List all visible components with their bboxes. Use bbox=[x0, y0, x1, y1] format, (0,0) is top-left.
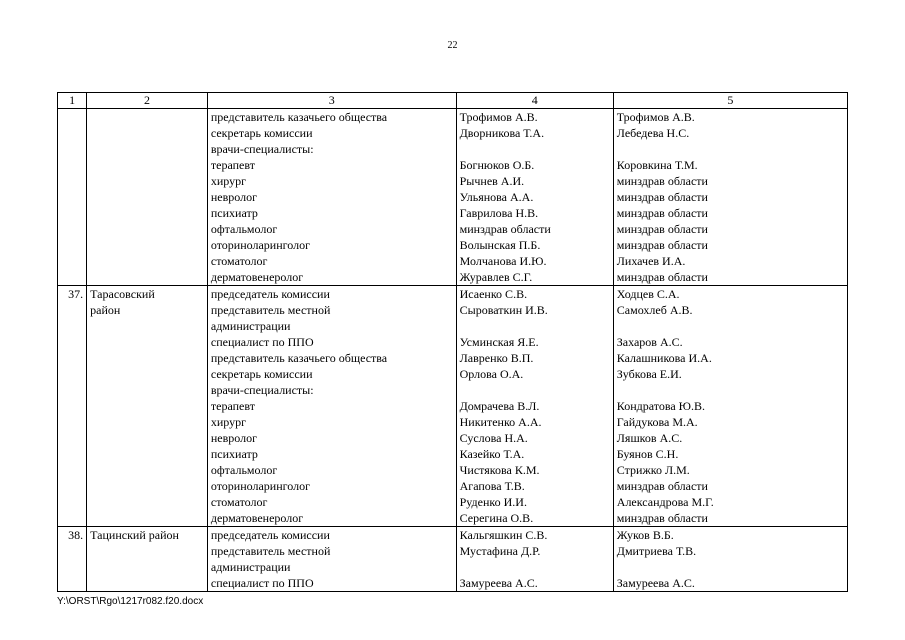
reserve-cell bbox=[613, 286, 847, 527]
role-line: секретарь комиссии bbox=[210, 367, 313, 381]
member-name: Исаенко С.В. bbox=[459, 287, 528, 301]
member-name: Руденко И.И. bbox=[459, 495, 527, 509]
reserve-name: Замуреева А.С. bbox=[616, 576, 695, 590]
role-cell bbox=[207, 286, 456, 527]
role-line: представитель казачьего общества bbox=[210, 351, 388, 365]
reserve-name bbox=[617, 559, 844, 575]
member-name: Никитенко А.А. bbox=[459, 415, 542, 429]
district-name: Тарасовский bbox=[90, 287, 155, 301]
member-name: Богнюков О.Б. bbox=[459, 158, 535, 172]
reserve-name: Стрижко Л.М. bbox=[616, 463, 690, 477]
reserve-name: Кондратова Ю.В. bbox=[616, 399, 705, 413]
reserve-name: Зубкова Е.И. bbox=[616, 367, 682, 381]
reserve-name bbox=[617, 141, 844, 157]
member-name: Серегина О.В. bbox=[459, 511, 534, 525]
reserve-name bbox=[617, 382, 844, 398]
member-cell bbox=[456, 286, 613, 527]
role-line: председатель комиссии bbox=[210, 528, 330, 542]
header-cell-4: 4 bbox=[456, 93, 613, 109]
member-name: Лавренко В.П. bbox=[459, 351, 534, 365]
district-name: Тацинский район bbox=[90, 528, 179, 542]
role-line: председатель комиссии bbox=[210, 287, 330, 301]
reserve-name: Лихачев И.А. bbox=[616, 254, 686, 268]
role-line: хирург bbox=[210, 415, 247, 429]
role-line: администрации bbox=[210, 560, 291, 574]
page-number: 22 bbox=[447, 40, 458, 51]
table-row bbox=[58, 286, 848, 527]
reserve-name: Трофимов А.В. bbox=[616, 110, 695, 124]
member-name: Усминская Я.Е. bbox=[459, 335, 539, 349]
member-name: Гаврилова Н.В. bbox=[459, 206, 539, 220]
table-row bbox=[58, 527, 848, 592]
role-line: врачи-специалисты: bbox=[210, 142, 314, 156]
reserve-name: Жуков В.Б. bbox=[616, 528, 674, 542]
member-name: Журавлев С.Г. bbox=[459, 270, 533, 284]
role-line: офтальмолог bbox=[210, 222, 278, 236]
role-line: специалист по ППО bbox=[210, 576, 314, 590]
role-line: оториноларинголог bbox=[210, 238, 311, 252]
role-line: представитель казачьего общества bbox=[210, 110, 388, 124]
member-name bbox=[460, 141, 610, 157]
role-line: представитель местной bbox=[210, 303, 331, 317]
role-line: хирург bbox=[210, 174, 247, 188]
role-line: специалист по ППО bbox=[210, 335, 314, 349]
role-line: терапевт bbox=[210, 158, 255, 172]
reserve-name: Буянов С.Н. bbox=[616, 447, 679, 461]
reserve-cell bbox=[613, 527, 847, 592]
member-name: Мустафина Д.Р. bbox=[459, 544, 541, 558]
row-number bbox=[61, 109, 83, 125]
member-name: Дворникова Т.А. bbox=[459, 126, 545, 140]
role-cell bbox=[207, 527, 456, 592]
member-name: Казейко Т.А. bbox=[459, 447, 525, 461]
reserve-name: Самохлеб А.В. bbox=[616, 303, 693, 317]
district-cell bbox=[87, 527, 208, 592]
role-line: секретарь комиссии bbox=[210, 126, 313, 140]
reserve-name: Захаров А.С. bbox=[616, 335, 683, 349]
role-line: врачи-специалисты: bbox=[210, 383, 314, 397]
member-name: Агапова Т.В. bbox=[459, 479, 525, 493]
role-line: офтальмолог bbox=[210, 463, 278, 477]
member-cell bbox=[456, 527, 613, 592]
role-line: стоматолог bbox=[210, 254, 268, 268]
header-cell-5: 5 bbox=[613, 93, 847, 109]
commission-table bbox=[57, 92, 848, 592]
district-cell bbox=[87, 109, 208, 286]
member-name: Орлова О.А. bbox=[459, 367, 524, 381]
role-line: стоматолог bbox=[210, 495, 268, 509]
member-name: Рычнев А.И. bbox=[459, 174, 525, 188]
header-cell-3: 3 bbox=[207, 93, 456, 109]
reserve-name: минздрав области bbox=[616, 479, 708, 493]
reserve-cell bbox=[613, 109, 847, 286]
reserve-name: минздрав области bbox=[616, 222, 708, 236]
member-name: Суслова Н.А. bbox=[459, 431, 528, 445]
member-name: Трофимов А.В. bbox=[459, 110, 538, 124]
role-line: представитель местной bbox=[210, 544, 331, 558]
reserve-name bbox=[617, 318, 844, 334]
header-cell-1: 1 bbox=[58, 93, 87, 109]
reserve-name: минздрав области bbox=[616, 174, 708, 188]
reserve-name: минздрав области bbox=[616, 511, 708, 525]
role-line: оториноларинголог bbox=[210, 479, 311, 493]
reserve-name: Калашникова И.А. bbox=[616, 351, 712, 365]
reserve-name: минздрав области bbox=[616, 238, 708, 252]
role-line: дерматовенеролог bbox=[210, 511, 304, 525]
member-name bbox=[460, 382, 610, 398]
member-name: Волынская П.Б. bbox=[459, 238, 541, 252]
table-row bbox=[58, 109, 848, 286]
reserve-name: минздрав области bbox=[616, 206, 708, 220]
role-line: психиатр bbox=[210, 447, 258, 461]
member-name: Домрачева В.Л. bbox=[459, 399, 540, 413]
reserve-name: Ходцев С.А. bbox=[616, 287, 680, 301]
member-name bbox=[460, 559, 610, 575]
role-line: психиатр bbox=[210, 206, 258, 220]
row-number-cell bbox=[58, 109, 87, 286]
district-name: район bbox=[90, 303, 121, 317]
role-cell bbox=[207, 109, 456, 286]
member-name: Молчанова И.Ю. bbox=[459, 254, 547, 268]
member-name: Сыроваткин И.В. bbox=[459, 303, 548, 317]
role-line: дерматовенеролог bbox=[210, 270, 304, 284]
header-row bbox=[58, 93, 848, 109]
member-name: минздрав области bbox=[459, 222, 551, 236]
header-cell-2: 2 bbox=[87, 93, 208, 109]
reserve-name: Дмитриева Т.В. bbox=[616, 544, 697, 558]
role-line: невролог bbox=[210, 431, 258, 445]
role-line: невролог bbox=[210, 190, 258, 204]
reserve-name: Гайдукова М.А. bbox=[616, 415, 698, 429]
member-name: Чистякова К.М. bbox=[459, 463, 540, 477]
row-number-cell bbox=[58, 286, 87, 527]
row-number: 38. bbox=[68, 528, 84, 542]
reserve-name: Александрова М.Г. bbox=[616, 495, 714, 509]
reserve-name: Ляшков А.С. bbox=[616, 431, 683, 445]
reserve-name: минздрав области bbox=[616, 270, 708, 284]
role-line: терапевт bbox=[210, 399, 255, 413]
row-number: 37. bbox=[68, 287, 84, 301]
member-name bbox=[460, 318, 610, 334]
reserve-name: Лебедева Н.С. bbox=[616, 126, 690, 140]
member-name: Замуреева А.С. bbox=[459, 576, 538, 590]
reserve-name: минздрав области bbox=[616, 190, 708, 204]
member-name: Кальгяшкин С.В. bbox=[459, 528, 548, 542]
file-path-footer: Y:\ORST\Rgo\1217r082.f20.docx bbox=[57, 596, 204, 607]
reserve-name: Коровкина Т.М. bbox=[616, 158, 698, 172]
member-cell bbox=[456, 109, 613, 286]
row-number-cell bbox=[58, 527, 87, 592]
district-cell bbox=[87, 286, 208, 527]
role-line: администрации bbox=[210, 319, 291, 333]
member-name: Ульянова А.А. bbox=[459, 190, 534, 204]
